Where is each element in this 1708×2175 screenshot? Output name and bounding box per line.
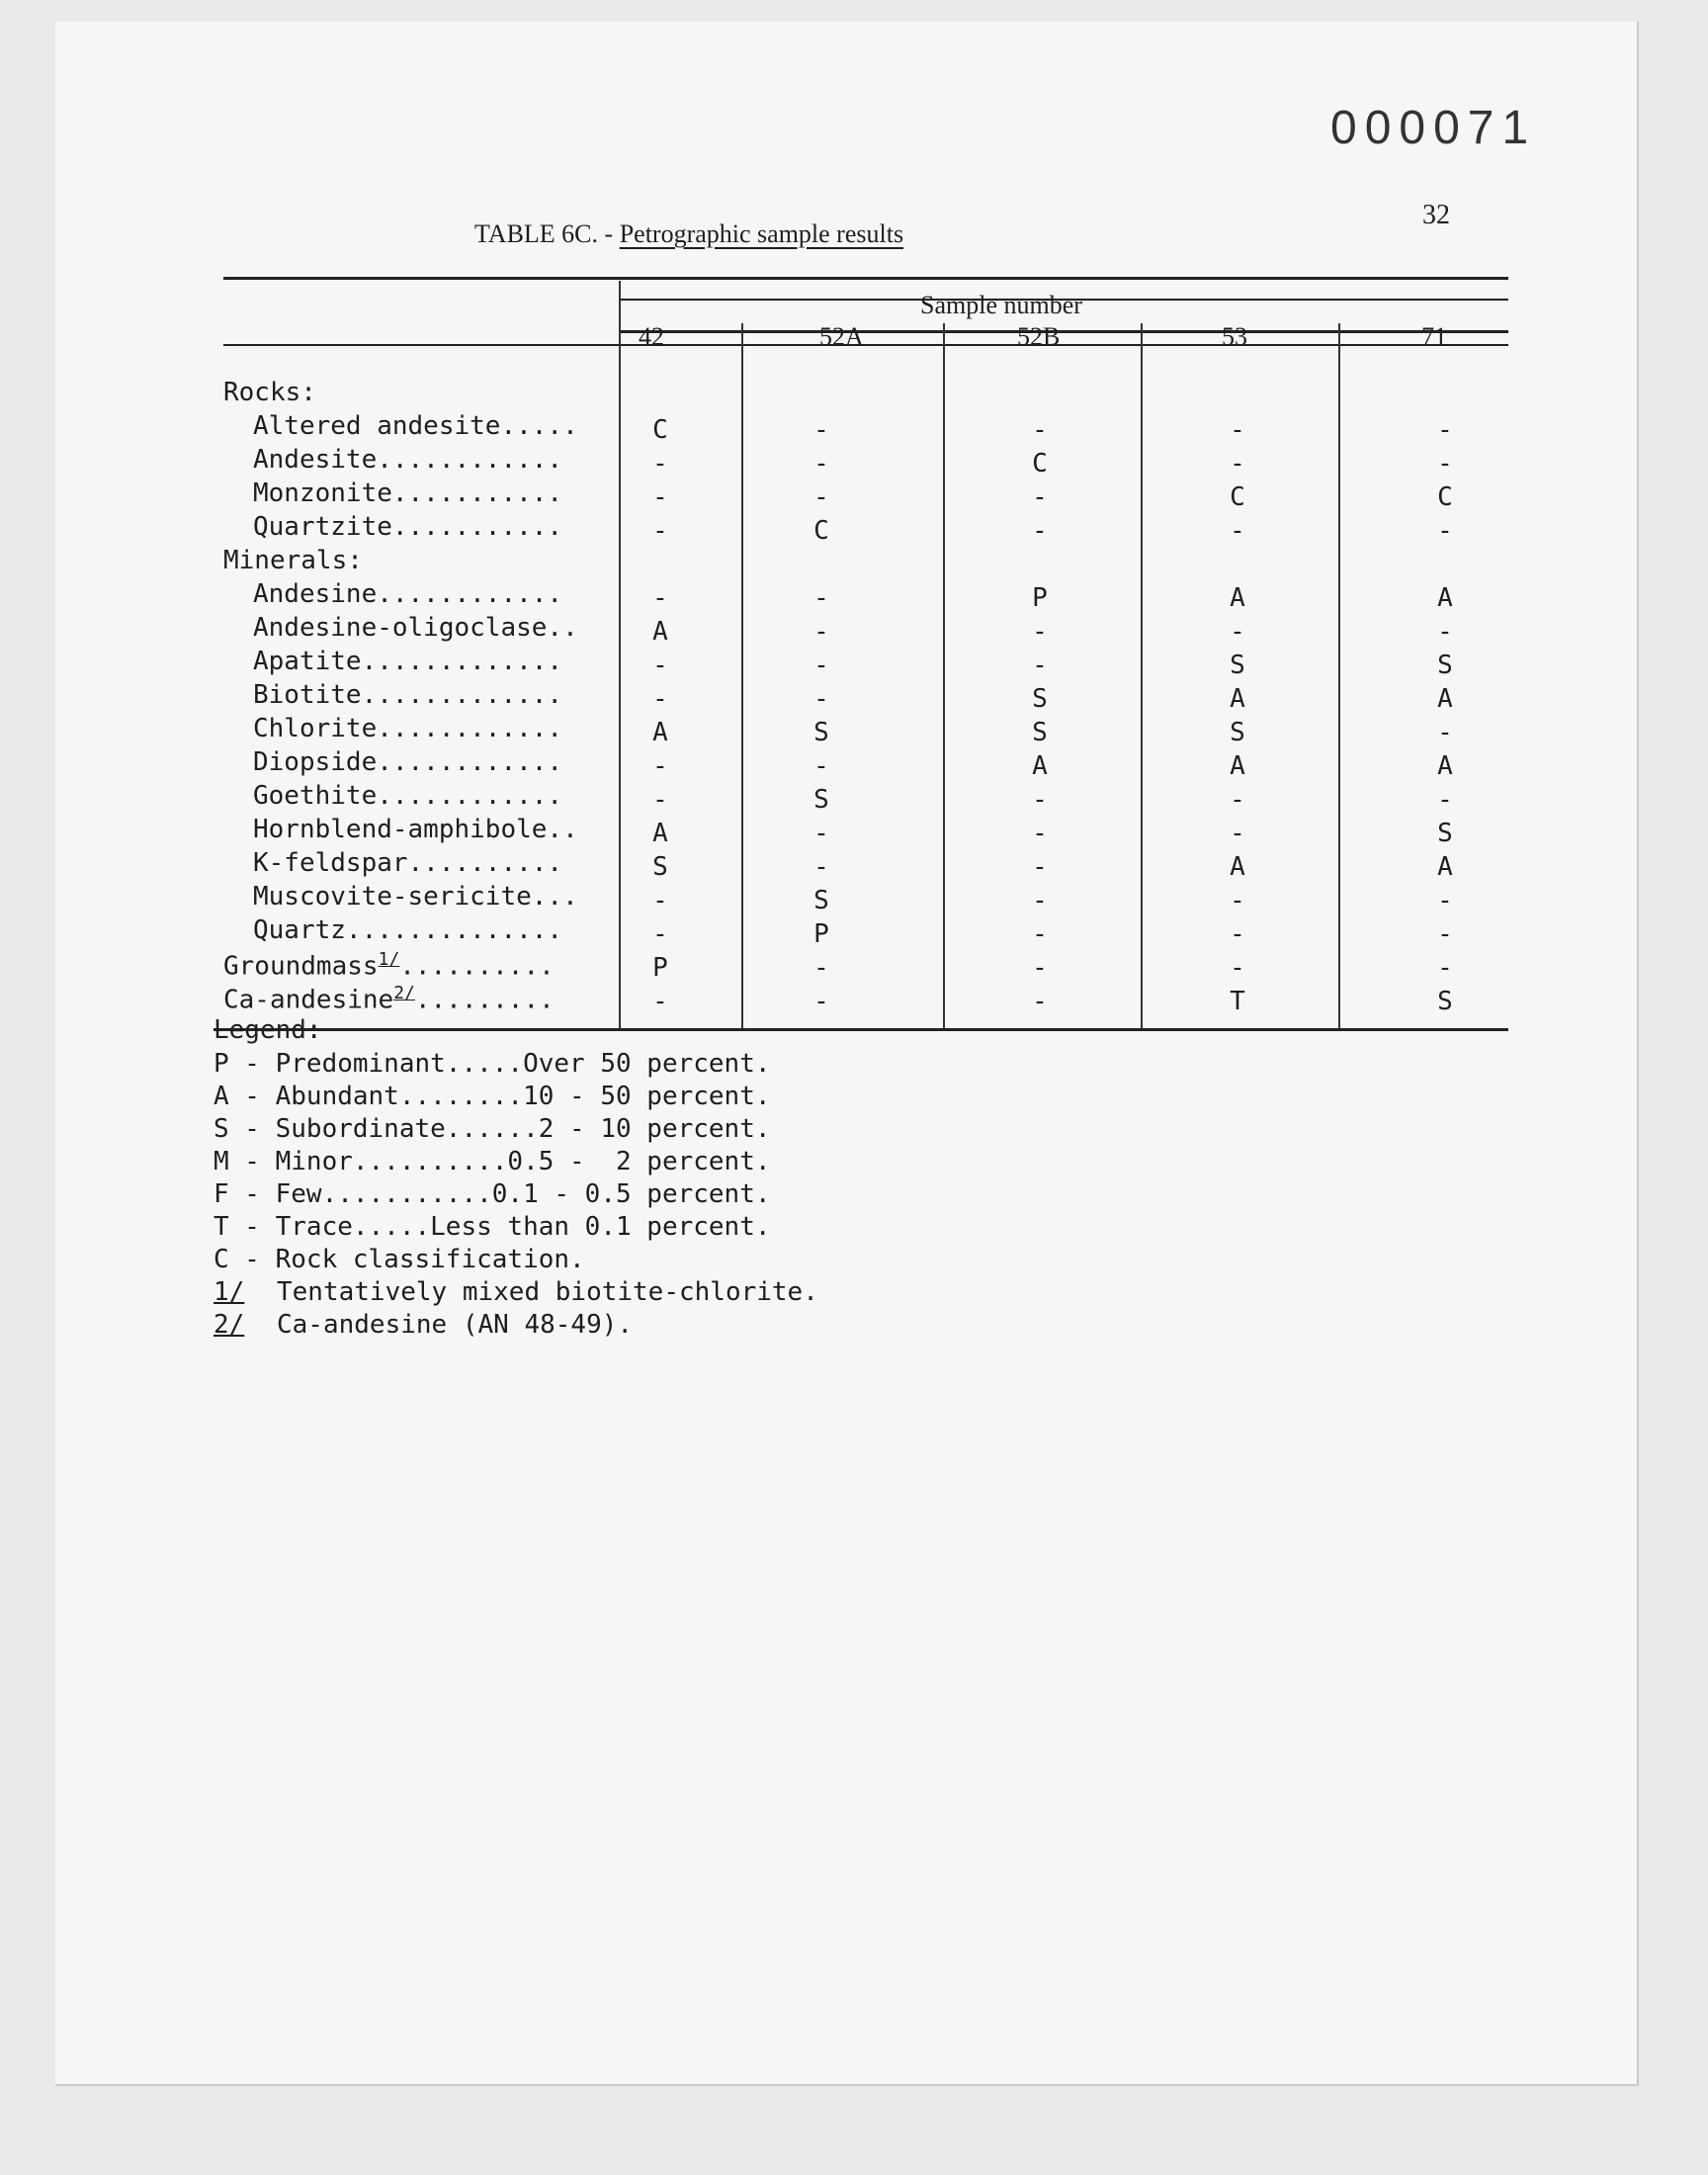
table-cell: P <box>1032 583 1048 613</box>
row-label <box>253 579 562 609</box>
table-cell: - <box>1437 449 1453 478</box>
column-divider <box>943 323 945 1028</box>
row-label-text: Rocks: <box>223 378 316 407</box>
row-label-text: Apatite............. <box>253 647 563 676</box>
legend-item: P - Predominant.....Over 50 percent. <box>214 1049 771 1079</box>
footnote-mark: 2/ <box>214 1310 245 1340</box>
table-cell: - <box>813 449 829 478</box>
table-cell: - <box>813 987 829 1016</box>
table-cell: A <box>652 819 668 848</box>
table-cell: A <box>1032 751 1048 781</box>
table-cell: - <box>652 919 668 949</box>
table-title <box>474 219 903 249</box>
table-cell: S <box>813 785 829 815</box>
table-cell: - <box>813 953 829 983</box>
table-cell: - <box>813 751 829 781</box>
table-cell: C <box>1437 482 1453 512</box>
column-header: 42 <box>639 322 664 351</box>
table-cell: - <box>1230 819 1245 848</box>
row-label-leader: ......... <box>414 985 555 1015</box>
row-label-text: Chlorite............ <box>253 714 563 743</box>
table-cell: - <box>1230 449 1245 478</box>
row-label-text: K-feldspar.......... <box>253 848 563 878</box>
table-cell: - <box>1032 516 1048 546</box>
table-cell: C <box>1032 449 1048 478</box>
footnote-mark: 1/ <box>214 1277 245 1307</box>
table-cell: - <box>1230 953 1245 983</box>
table-cell: - <box>1032 919 1048 949</box>
column-divider <box>1338 323 1340 1028</box>
table-cell: - <box>1032 785 1048 815</box>
table-cell: - <box>1437 415 1453 445</box>
document-page <box>55 22 1639 2086</box>
table-cell: A <box>1437 583 1453 613</box>
table-cell: S <box>813 886 829 915</box>
row-label-text: Quartz.............. <box>253 915 563 945</box>
table-cell: - <box>1437 785 1453 815</box>
table-cell: S <box>1032 718 1048 747</box>
row-label <box>253 478 562 508</box>
table-cell: P <box>813 919 829 949</box>
table-cell: S <box>1437 819 1453 848</box>
row-label <box>253 714 562 743</box>
table-cell: - <box>1032 819 1048 848</box>
legend-item: S - Subordinate......2 - 10 percent. <box>214 1114 771 1144</box>
table-cell: - <box>813 852 829 882</box>
table-cell: - <box>813 583 829 613</box>
footnote-mark: 1/ <box>378 949 400 970</box>
row-label <box>253 781 562 811</box>
table-cell: A <box>1230 684 1245 714</box>
table-cell: - <box>1437 886 1453 915</box>
legend-item: A - Abundant........10 - 50 percent. <box>214 1082 771 1111</box>
row-label <box>253 680 562 710</box>
row-label <box>253 512 562 542</box>
table-cell: S <box>1437 987 1453 1016</box>
footnote-text: Ca-andesine (AN 48-49). <box>277 1310 634 1340</box>
table-cell: - <box>1230 785 1245 815</box>
column-divider <box>741 323 743 1028</box>
row-label-text: Quartzite........... <box>253 512 563 542</box>
table-cell: - <box>1032 886 1048 915</box>
table-cell: S <box>1437 651 1453 680</box>
row-label-text: Groundmass <box>223 951 379 982</box>
row-label <box>253 747 562 777</box>
table-cell: - <box>652 684 668 714</box>
row-label-text: Hornblend-amphibole.. <box>253 815 578 844</box>
table-cell: - <box>1032 651 1048 680</box>
table-title-prefix: TABLE 6C. - <box>474 219 620 248</box>
table-cell: - <box>1230 919 1245 949</box>
row-label-text: Andesite............ <box>253 445 563 475</box>
legend-item: M - Minor..........0.5 - 2 percent. <box>214 1147 771 1176</box>
column-header: 52B <box>1017 322 1061 351</box>
table-cell: S <box>1230 718 1245 747</box>
row-label <box>253 815 578 844</box>
table-top-rule <box>223 277 1508 280</box>
table-cell: - <box>652 651 668 680</box>
table-cell: A <box>1230 583 1245 613</box>
column-divider <box>1141 323 1143 1028</box>
legend-heading: Legend: <box>214 1015 322 1045</box>
table-cell: C <box>1230 482 1245 512</box>
column-divider <box>619 281 621 1028</box>
row-label-text: Muscovite-sericite... <box>253 882 578 912</box>
table-cell: A <box>652 617 668 647</box>
table-cell: - <box>1437 516 1453 546</box>
table-cell: - <box>1032 482 1048 512</box>
table-cell: S <box>652 852 668 882</box>
header-column-rule <box>619 330 1508 333</box>
table-cell: P <box>652 953 668 983</box>
table-cell: - <box>1230 617 1245 647</box>
table-cell: - <box>813 482 829 512</box>
table-cell: - <box>1437 919 1453 949</box>
table-cell: - <box>1437 953 1453 983</box>
row-label <box>223 983 555 1015</box>
table-cell: A <box>1437 852 1453 882</box>
row-label <box>253 445 562 475</box>
table-cell: - <box>1230 516 1245 546</box>
table-cell: - <box>813 651 829 680</box>
row-label <box>253 647 562 676</box>
page-number: 32 <box>1422 200 1450 230</box>
table-cell: A <box>1230 751 1245 781</box>
row-label <box>253 882 578 912</box>
legend-item: F - Few...........0.1 - 0.5 percent. <box>214 1179 771 1209</box>
row-label-text: Biotite............. <box>253 680 563 710</box>
row-label-leader: .......... <box>399 951 555 982</box>
table-cell: C <box>652 415 668 445</box>
table-cell: A <box>1230 852 1245 882</box>
header-bottom-rule <box>223 344 1508 346</box>
row-label-text: Andesine-oligoclase.. <box>253 613 578 643</box>
row-label-text: Andesine............ <box>253 579 563 609</box>
column-header: 53 <box>1222 322 1247 351</box>
sample-number-header: Sample number <box>920 291 1082 319</box>
row-label <box>223 949 555 982</box>
row-label-text: Goethite............ <box>253 781 563 811</box>
table-bottom-rule <box>214 1028 1508 1031</box>
table-cell: S <box>813 718 829 747</box>
table-cell: - <box>1032 852 1048 882</box>
table-cell: - <box>652 516 668 546</box>
table-cell: - <box>652 785 668 815</box>
row-label-text: Ca-andesine <box>223 985 394 1015</box>
table-cell: - <box>652 583 668 613</box>
document-number: 000071 <box>1330 102 1537 154</box>
table-cell: - <box>813 684 829 714</box>
table-cell: - <box>1032 987 1048 1016</box>
table-cell: C <box>813 516 829 546</box>
column-header: 52A <box>819 322 864 351</box>
row-label-text: Minerals: <box>223 546 363 575</box>
row-label <box>253 848 562 878</box>
column-header: 71 <box>1421 322 1447 351</box>
table-cell: - <box>813 819 829 848</box>
table-cell: A <box>652 718 668 747</box>
table-cell: - <box>1437 617 1453 647</box>
table-cell: S <box>1230 651 1245 680</box>
table-cell: S <box>1032 684 1048 714</box>
table-cell: - <box>652 987 668 1016</box>
row-label <box>253 915 562 945</box>
table-cell: - <box>1032 953 1048 983</box>
table-cell: - <box>813 415 829 445</box>
table-cell: - <box>652 482 668 512</box>
table-cell: - <box>652 886 668 915</box>
table-cell: - <box>1032 415 1048 445</box>
table-title-main: Petrographic sample results <box>619 219 904 248</box>
row-label-text: Monzonite........... <box>253 478 563 508</box>
row-label <box>253 411 578 441</box>
row-label-text: Diopside............ <box>253 747 563 777</box>
table-cell: - <box>1032 617 1048 647</box>
footnote-mark: 2/ <box>393 983 415 1003</box>
row-label <box>223 546 363 575</box>
table-cell: A <box>1437 751 1453 781</box>
table-cell: - <box>652 449 668 478</box>
legend-item: C - Rock classification. <box>214 1245 585 1274</box>
table-cell: T <box>1230 987 1245 1016</box>
table-cell: - <box>1230 415 1245 445</box>
row-label <box>223 378 316 407</box>
row-label-text: Altered andesite..... <box>253 411 578 441</box>
table-cell: - <box>1437 718 1453 747</box>
row-label <box>253 613 578 643</box>
table-cell: - <box>813 617 829 647</box>
table-cell: A <box>1437 684 1453 714</box>
footnote-text: Tentatively mixed biotite-chlorite. <box>277 1277 818 1307</box>
legend-item: T - Trace.....Less than 0.1 percent. <box>214 1212 771 1242</box>
table-cell: - <box>652 751 668 781</box>
table-cell: - <box>1230 886 1245 915</box>
